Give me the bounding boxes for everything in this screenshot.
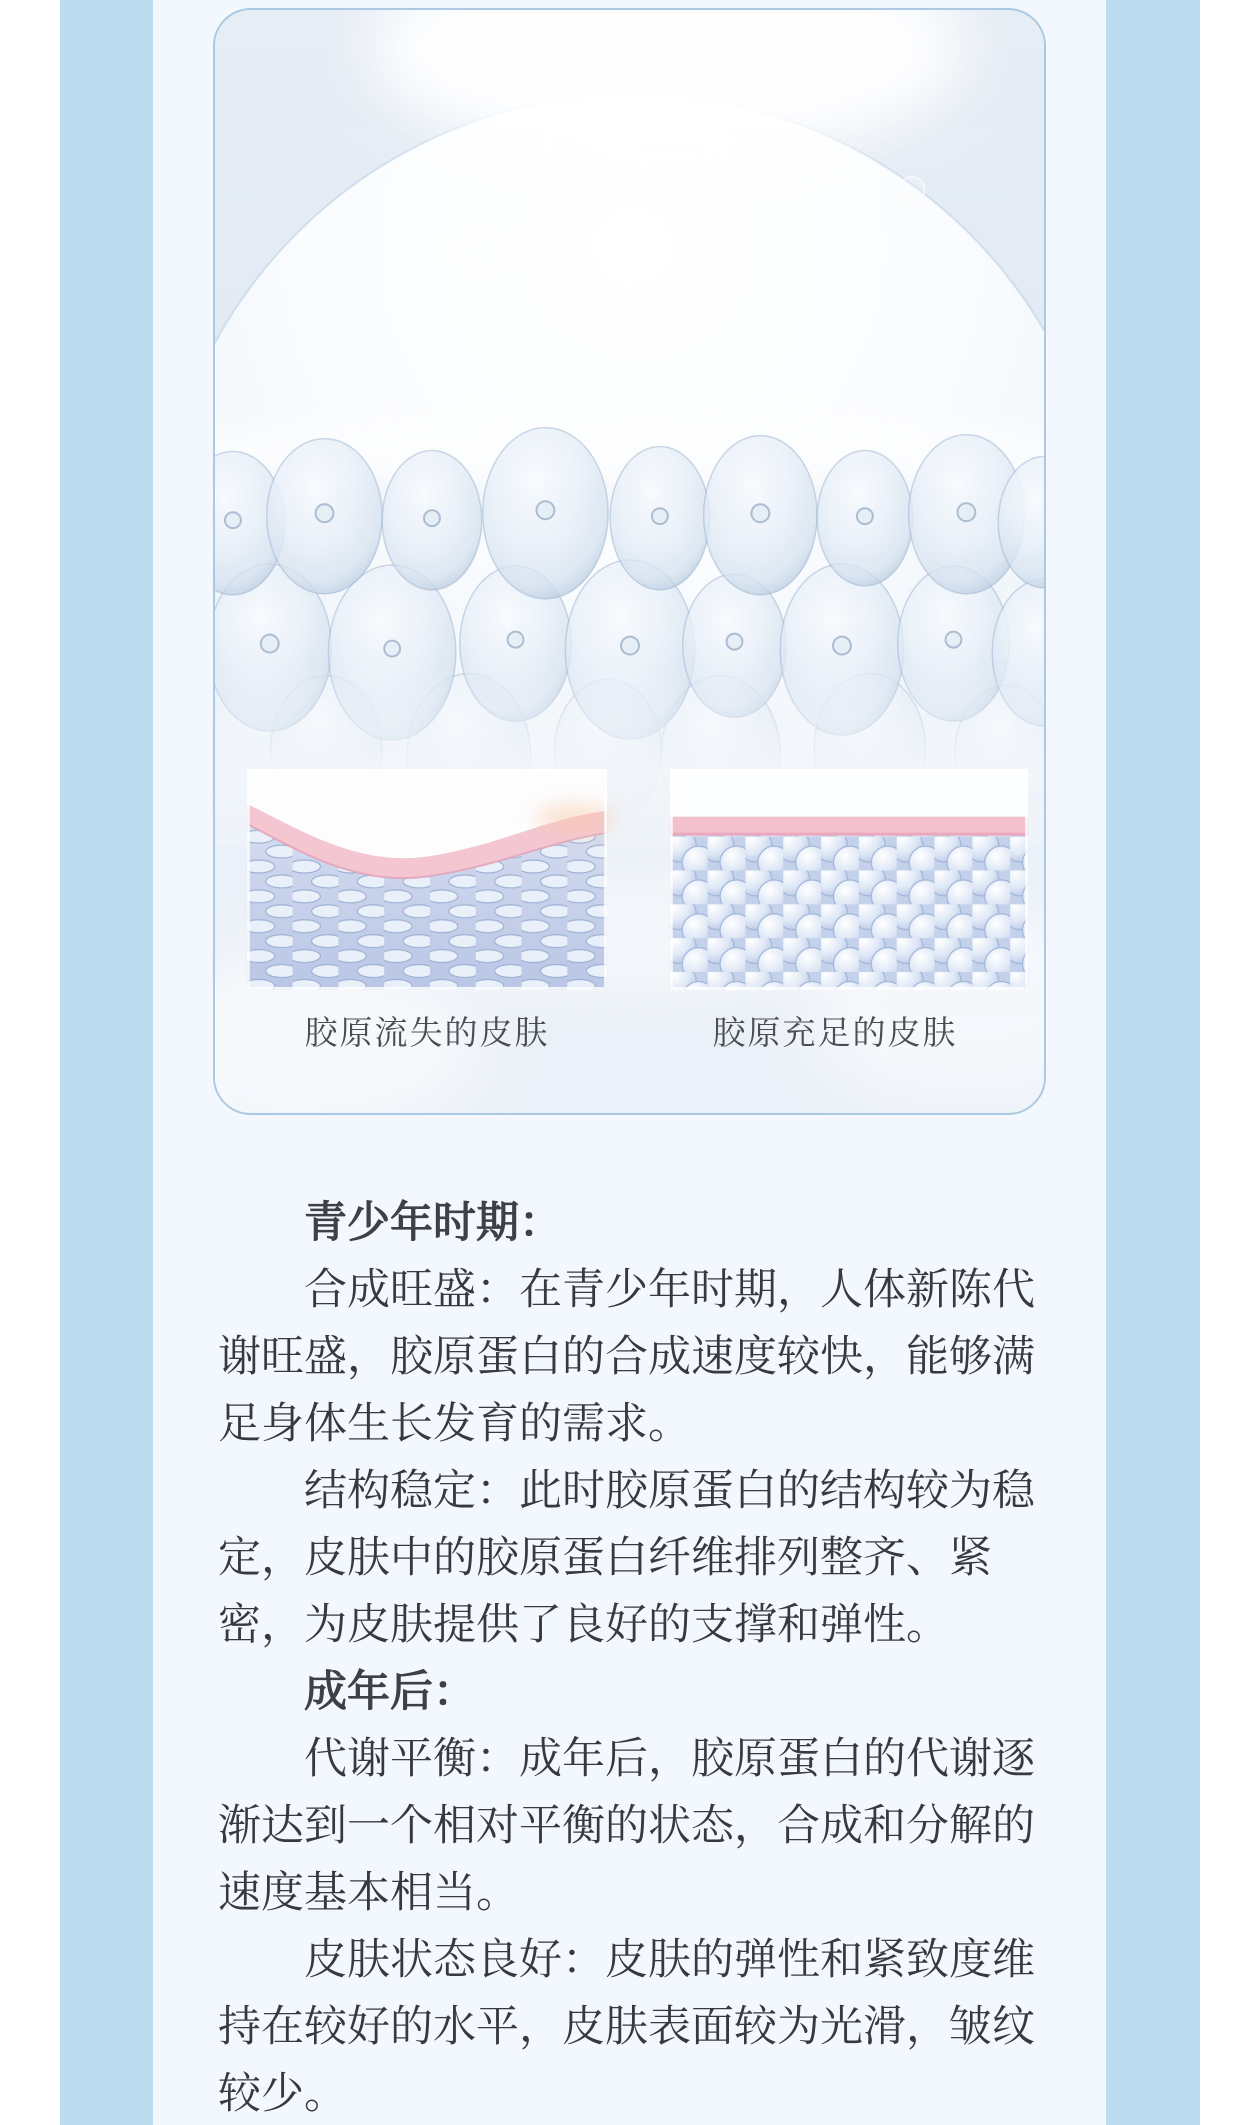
skin-collagen-rich-inset <box>670 769 1028 990</box>
collagen-bubbles-illustration <box>215 10 1044 1113</box>
article-heading-adult: 成年后： <box>304 1668 476 1716</box>
article-line: 结构稳定：此时胶原蛋白的结构较为稳 <box>304 1467 1035 1515</box>
article-line: 速度基本相当。 <box>218 1869 519 1917</box>
hero-image-card[interactable] <box>213 8 1046 1115</box>
article-line: 谢旺盛，胶原蛋白的合成速度较快，能够满 <box>218 1333 1035 1381</box>
caption-collagen-lost-skin: 胶原流失的皮肤 <box>304 1014 550 1051</box>
article-line: 渐达到一个相对平衡的状态，合成和分解的 <box>218 1802 1035 1850</box>
article-line: 持在较好的水平，皮肤表面较为光滑，皱纹 <box>218 2003 1035 2051</box>
article-body <box>218 1190 1043 2125</box>
article-line: 较少。 <box>218 2070 347 2118</box>
article-line: 皮肤状态良好：皮肤的弹性和紧致度维 <box>304 1936 1035 1984</box>
article-line: 密，为皮肤提供了良好的支撑和弹性。 <box>218 1601 949 1649</box>
caption-collagen-rich-skin: 胶原充足的皮肤 <box>712 1014 958 1051</box>
article-heading-youth: 青少年时期： <box>304 1199 562 1247</box>
skin-collagen-lost-inset <box>247 769 615 990</box>
article-line: 定，皮肤中的胶原蛋白纤维排列整齐、紧 <box>218 1534 992 1582</box>
article-line: 足身体生长发育的需求。 <box>218 1400 691 1448</box>
right-margin <box>1200 0 1256 2125</box>
article-line: 代谢平衡：成年后，胶原蛋白的代谢逐 <box>304 1735 1035 1783</box>
left-gutter <box>60 0 153 2125</box>
article-line: 合成旺盛：在青少年时期，人体新陈代 <box>304 1266 1035 1314</box>
left-margin <box>0 0 60 2125</box>
content-area <box>153 0 1106 2125</box>
right-gutter <box>1106 0 1200 2125</box>
